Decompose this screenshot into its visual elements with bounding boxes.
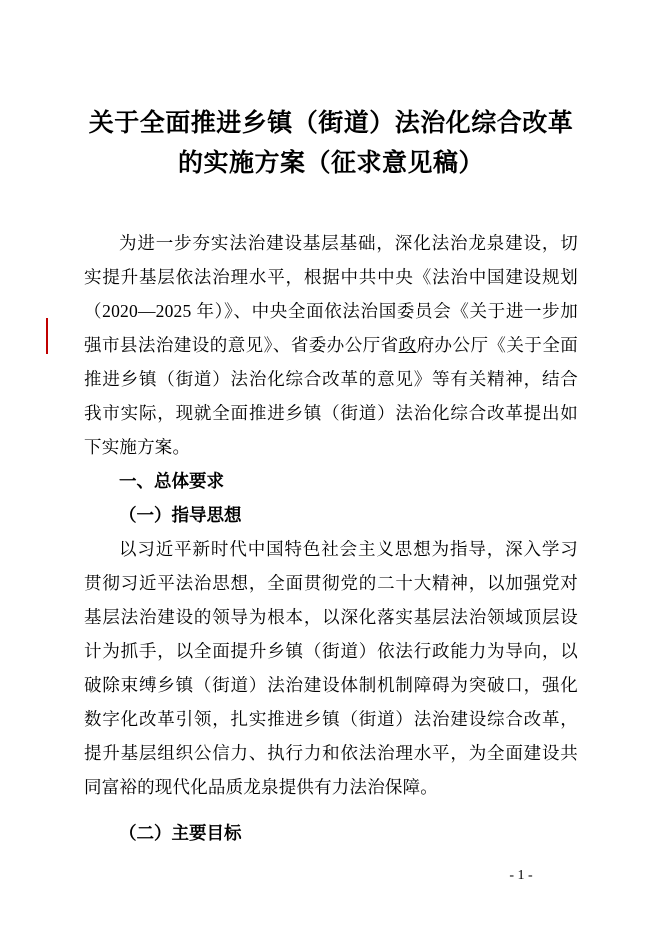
heading-section-1: 一、总体要求: [119, 471, 224, 491]
paragraph-guiding-ideology: 以习近平新时代中国特色社会主义思想为指导，深入学习贯彻习近平法治思想，全面贯彻党的二十大精神，以加强党对基层法治建设的领导为根本，以深化落实基层法治领域顶层设计为抓手，以全面提升乡镇（街道）依法行政能力为导向，以破除束缚乡镇（街道）法治建设体制机制障碍为突破口，强化数字化改革引领，扎实推进乡镇（街道）法治建设综合改革，提升基层组织公信力、执行力和依法治理水平，为全面建设共同富裕的现代化品质龙泉提供有力法治保障。: [84, 539, 578, 797]
paragraph-intro: 为进一步夯实法治建设基层基础，深化法治龙泉建设，切实提升基层依法治理水平，根据中共中央《法治中国建设规划（2020—2025 年）》、中央全面依法治国委员会《关于进一步加强市县法治建设的意见》、省委办公厅省政府办公厅《关于全面推进乡镇（街道）法治化综合改革的意见》等有关精神，结合我市实际，现就全面推进乡镇（街道）法治化综合改革提出如下实施方案。: [84, 233, 578, 457]
revision-underline: 政: [398, 335, 417, 355]
document-body: [84, 226, 578, 850]
revision-change-bar: [46, 318, 48, 354]
page-number: - 1 -: [509, 868, 533, 883]
page-title: 关于全面推进乡镇（街道）法治化综合改革的实施方案（征求意见稿）: [88, 110, 574, 177]
heading-section-1-1: （一）指导思想: [119, 505, 242, 525]
heading-section-1-2: （二）主要目标: [119, 823, 242, 843]
paragraph-spacer: [84, 804, 578, 816]
